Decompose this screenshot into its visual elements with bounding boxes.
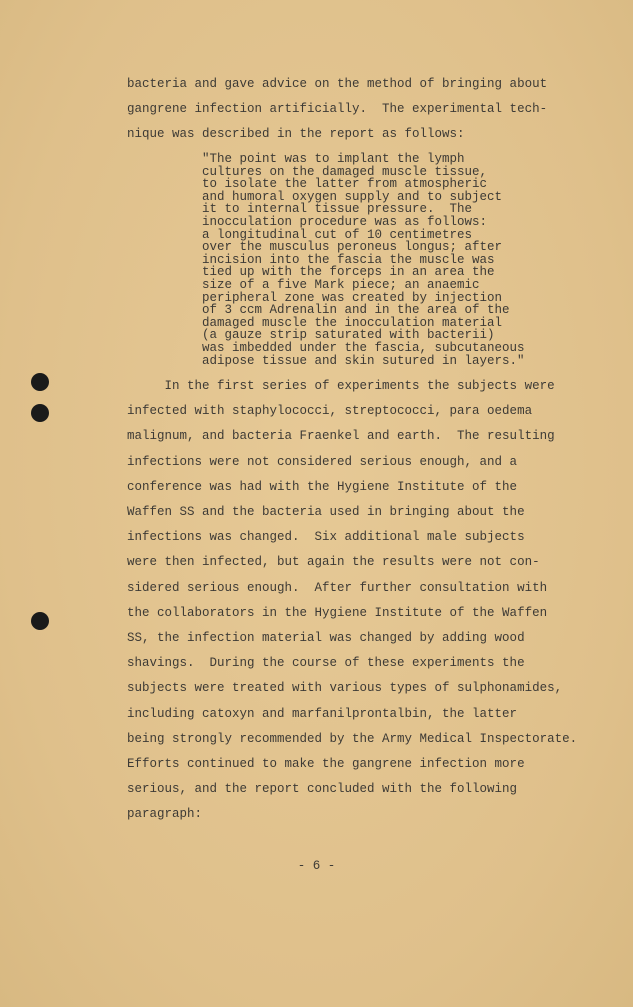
text-line: the collaborators in the Hygiene Institute of the Waffen xyxy=(127,605,548,620)
text-line: cultures on the damaged muscle tissue, xyxy=(202,164,488,179)
text-line: nique was described in the report as follows: xyxy=(127,127,465,142)
text-line: bacteria and gave advice on the method of bringing about xyxy=(127,77,548,91)
text-line: serious, and the report concluded with the following xyxy=(127,782,518,797)
text-line: In the first series of experiments the subjects were xyxy=(127,379,555,393)
text-line: being strongly recommended by the Army Medical Inspectorate. xyxy=(127,731,578,746)
page-number: - 6 - xyxy=(297,859,336,873)
text-line: and humoral oxygen supply and to subject xyxy=(202,189,503,204)
text-line: over the musculus peroneus longus; after xyxy=(202,240,503,255)
punch-hole xyxy=(31,373,49,391)
text-line: damaged muscle the inocculation material xyxy=(202,315,503,330)
text-line: malignum, and bacteria Fraenkel and earth. The resulting xyxy=(127,429,555,444)
text-line: paragraph: xyxy=(127,807,203,822)
text-line: size of a five Mark piece; an anaemic xyxy=(202,278,480,292)
text-line: it to internal tissue pressure. The xyxy=(202,202,473,217)
text-line: tied up with the forceps in an area the xyxy=(202,265,495,280)
text-line: peripheral zone was created by injection xyxy=(202,290,503,305)
text-line: of 3 ccm Adrenalin and in the area of the xyxy=(202,303,510,318)
text-line: SS, the infection material was changed by adding wood xyxy=(127,631,525,645)
text-line: (a gauze strip saturated with bacterii) xyxy=(202,328,495,343)
text-line: infected with staphylococci, streptococci, para oedema xyxy=(127,404,533,419)
text-line: gangrene infection artificially. The experimental tech- xyxy=(127,102,548,117)
text-line: were then infected, but again the results were not con- xyxy=(127,555,540,570)
text-line: inocculation procedure was as follows: xyxy=(202,215,488,229)
punch-hole xyxy=(31,404,49,422)
text-line: sidered serious enough. After further consultation with xyxy=(127,580,548,595)
punch-hole xyxy=(31,612,49,630)
text-line: to isolate the latter from atmospheric xyxy=(202,177,488,192)
text-line: a longitudinal cut of 10 centimetres xyxy=(202,227,473,242)
text-line: including catoxyn and marfanilprontalbin, the latter xyxy=(127,706,518,721)
text-line: "The point was to implant the lymph xyxy=(202,152,465,166)
text-line: incision into the fascia the muscle was xyxy=(202,252,495,267)
text-line: adipose tissue and skin sutured in layers." xyxy=(202,353,525,368)
text-line: infections were not considered serious enough, and a xyxy=(127,454,518,469)
text-line: infections was changed. Six additional male subjects xyxy=(127,530,525,545)
text-line: conference was had with the Hygiene Institute of the xyxy=(127,479,518,494)
text-line: was imbedded under the fascia, subcutaneous xyxy=(202,341,525,355)
text-line: subjects were treated with various types of sulphonamides, xyxy=(127,681,563,696)
text-line: Efforts continued to make the gangrene infection more xyxy=(127,757,525,771)
text-line: Waffen SS and the bacteria used in bringing about the xyxy=(127,505,525,519)
text-line: shavings. During the course of these experiments the xyxy=(127,656,525,671)
